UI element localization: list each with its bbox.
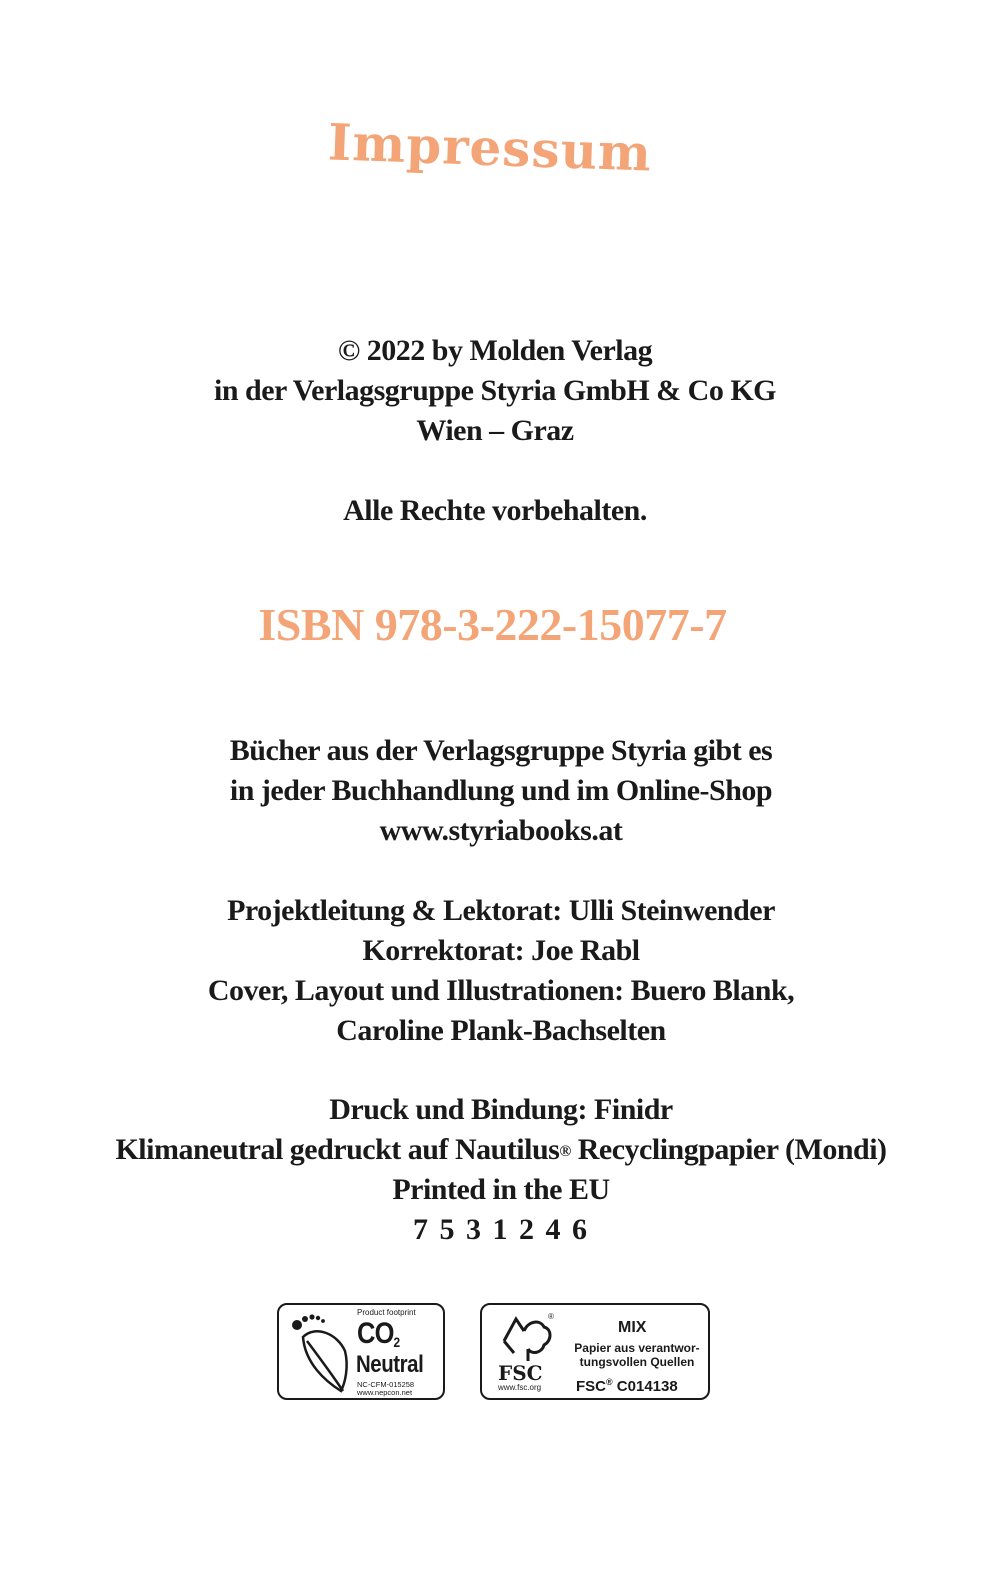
fsc-code-prefix: FSC <box>576 1378 606 1395</box>
shop-line-2: in jeder Buchhandlung und im Online-Shop <box>229 774 773 807</box>
print-run-line: 7 5 3 1 2 4 6 <box>413 1213 589 1246</box>
co2-cert-text <box>357 1381 414 1397</box>
registered-mark: ® <box>559 1143 571 1160</box>
co2-cert-number: NC-CFM-015258 <box>357 1380 415 1389</box>
fsc-paper-text <box>566 1341 708 1369</box>
print-origin-line: Printed in the EU <box>392 1173 610 1206</box>
fsc-wordmark: FSC <box>498 1361 543 1385</box>
credits-design-1: Cover, Layout und Illustrationen: Buero Blank, <box>207 974 795 1007</box>
paper-text-pre: Klimaneutral gedruckt auf Nautilus <box>115 1133 560 1166</box>
fsc-license-code <box>576 1377 678 1395</box>
rights-line: Alle Rechte vorbehalten. <box>343 494 647 527</box>
co2-subscript: 2 <box>393 1334 400 1350</box>
print-block <box>6 1090 996 1250</box>
co2-cert-url: www.nepcon.net <box>357 1388 413 1397</box>
fsc-code-number: C014138 <box>612 1378 678 1395</box>
page-title: Impressum <box>327 112 653 183</box>
credits-design-2: Caroline Plank-Bachselten <box>336 1014 666 1047</box>
shop-line-1: Bücher aus der Verlagsgruppe Styria gibt es <box>229 734 773 767</box>
shop-url: www.styriabooks.at <box>379 814 623 847</box>
paper-text-post: Recyclingpapier (Mondi) <box>570 1133 887 1166</box>
fsc-registered-mark: ® <box>606 1377 613 1387</box>
fsc-paper-line-1: Papier aus verantwor- <box>574 1341 700 1355</box>
publisher-group-line: in der Verlagsgruppe Styria GmbH & Co KG <box>214 374 776 407</box>
shop-block <box>6 731 996 851</box>
fsc-mix-label: MIX <box>618 1319 647 1336</box>
neutral-label: Neutral <box>356 1351 424 1378</box>
publisher-city-line: Wien – Graz <box>416 414 574 447</box>
footprint-leaf-icon <box>285 1311 355 1396</box>
print-binding-line: Druck und Bindung: Finidr <box>329 1093 673 1126</box>
fsc-badge <box>480 1303 710 1400</box>
publisher-block <box>0 331 990 451</box>
co2-top-text: Product footprint <box>357 1308 416 1317</box>
credits-project: Projektleitung & Lektorat: Ulli Steinwender <box>227 894 775 927</box>
credits-proofreading: Korrektorat: Joe Rabl <box>362 934 640 967</box>
co2-neutral-badge <box>277 1303 445 1400</box>
credits-block <box>6 891 996 1051</box>
co2-text: CO <box>357 1317 394 1350</box>
fsc-url: www.fsc.org <box>498 1383 542 1392</box>
fsc-tree-icon <box>494 1311 556 1363</box>
svg-text:®: ® <box>548 1312 554 1321</box>
print-paper-line <box>6 1130 996 1170</box>
copyright-line: © 2022 by Molden Verlag <box>337 334 653 367</box>
rights-block <box>0 491 990 531</box>
isbn-number: ISBN 978-3-222-15077-7 <box>258 599 727 650</box>
fsc-paper-line-2: tungsvollen Quellen <box>579 1355 695 1369</box>
co2-label <box>357 1317 399 1351</box>
